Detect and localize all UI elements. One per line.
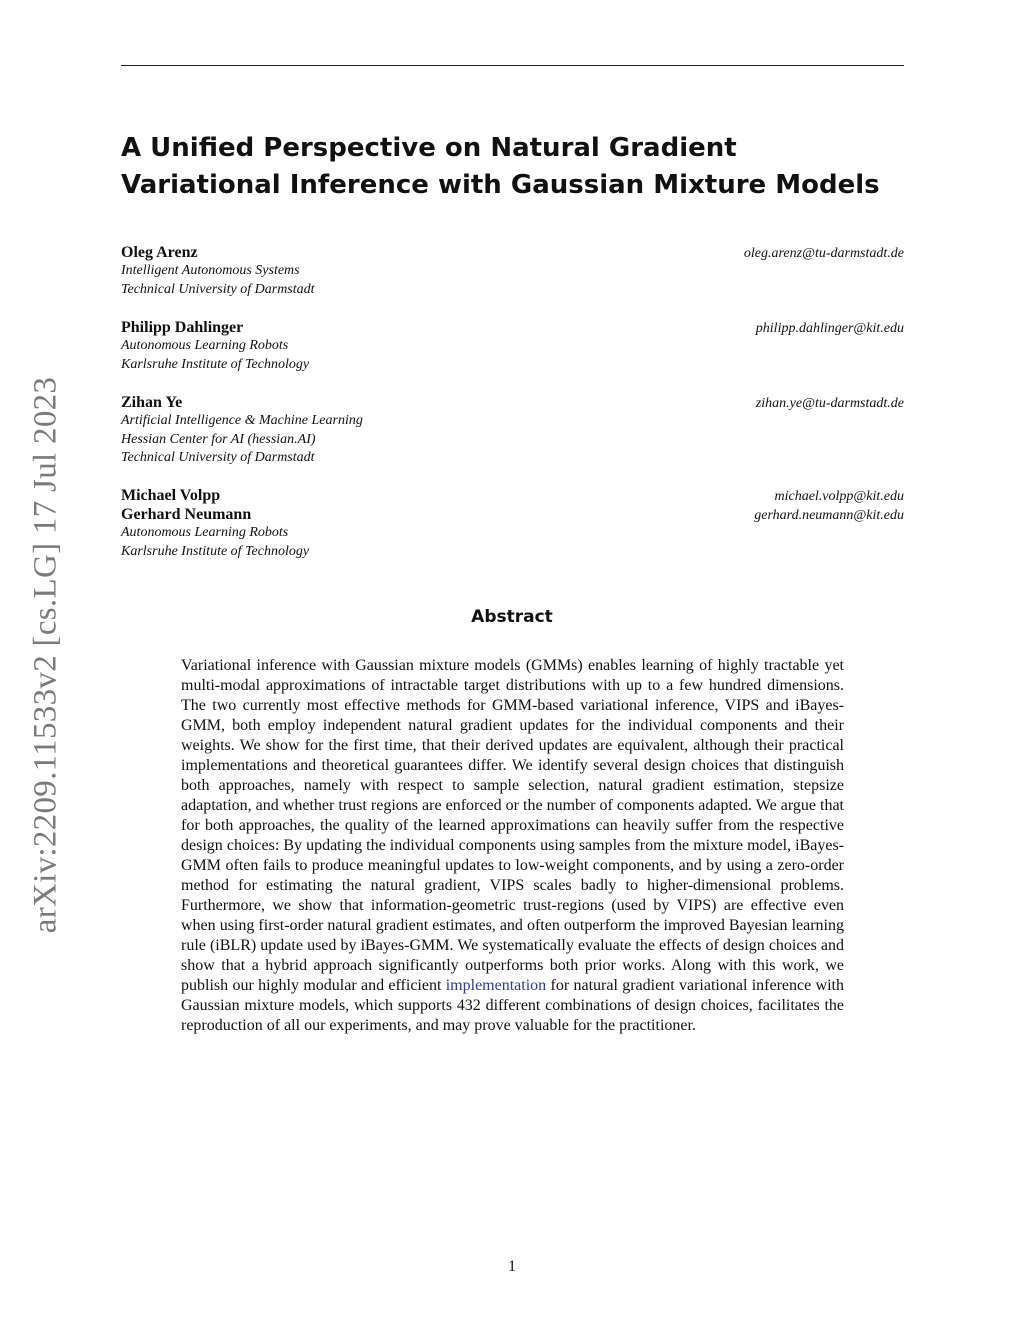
- author-group: [121, 243, 904, 299]
- author-email[interactable]: zihan.ye@tu-darmstadt.de: [755, 396, 904, 411]
- author-row: [121, 318, 904, 337]
- author-name: Oleg Arenz: [121, 244, 198, 261]
- affiliation-line: Autonomous Learning Robots: [121, 338, 289, 353]
- abstract-text: for natural gradient variational inference with Gaussian mixture models, which supports 432 different combinations of design choices, facilitates the reproduction of all our experiments, and may prove valuable for the practitioner.: [181, 977, 844, 1034]
- affiliation-line: Karlsruhe Institute of Technology: [121, 543, 310, 559]
- affiliation-line: Technical University of Darmstadt: [121, 450, 315, 465]
- author-email[interactable]: philipp.dahlinger@kit.edu: [755, 321, 904, 336]
- author-group: [121, 393, 904, 468]
- implementation-link[interactable]: implementation: [445, 977, 547, 994]
- author-email[interactable]: oleg.arenz@tu-darmstadt.de: [743, 246, 904, 261]
- arxiv-identifier-text: arXiv:2209.11533v2 [cs.LG] 17 Jul 2023: [27, 376, 64, 934]
- title-line: A Unified Perspective on Natural Gradient: [121, 133, 737, 163]
- author-row: [121, 393, 904, 412]
- author-row: [121, 486, 904, 505]
- author-email[interactable]: michael.volpp@kit.edu: [774, 489, 904, 504]
- abstract-body: [181, 656, 844, 1036]
- author-row: [121, 505, 904, 524]
- affiliation-line: Artificial Intelligence & Machine Learning: [121, 413, 363, 428]
- top-rule: [121, 65, 904, 66]
- abstract-text: Variational inference with Gaussian mixture models (GMMs) enables learning of highly tractable yet multi-modal approximations of intractable target distributions with up to a few hundred dimensions. The two currently most effective methods for GMM-based variational inference, VIPS and iBayes-GMM, both employ independent natural gradient updates for the individual components and their weights. We show for the first time, that their derived updates are equivalent, although their practical implementations and theoretical guarantees differ. We identify several design choices that distinguish both approaches, namely with respect to sample selection, natural gradient estimation, stepsize adaptation, and whether trust regions are enforced or the number of components adapted. We argue that for both approaches, the quality of the learned approximations can heavily suffer from the respective design choices: By updating the individual components using samples from the mixture model, iBayes-GMM often fails to produce meaningful updates to low-weight components, and by using a zero-order method for estimating the natural gradient, VIPS scales badly to higher-dimensional problems. Furthermore, we show that information-geometric trust-regions (used by VIPS) are effective even when using first-order natural gradient estimates, and often outperform the improved Bayesian learning rule (iBLR) update used by iBayes-GMM. We systematically evaluate the effects of design choices and show that a hybrid approach significantly outperforms both prior works. Along with this work, we publish our highly modular and efficient: [181, 657, 844, 994]
- affiliation-line: Intelligent Autonomous Systems: [121, 263, 300, 278]
- author-name: Zihan Ye: [121, 394, 183, 411]
- author-group: [121, 486, 904, 561]
- affiliation-line: Hessian Center for AI (hessian.AI): [121, 431, 316, 447]
- author-email[interactable]: gerhard.neumann@kit.edu: [754, 508, 904, 523]
- affiliation-line: Autonomous Learning Robots: [121, 525, 289, 540]
- paper-title: [121, 130, 901, 204]
- affiliation-line: Karlsruhe Institute of Technology: [121, 356, 310, 372]
- author-name: Philipp Dahlinger: [121, 319, 244, 336]
- author-row: [121, 243, 904, 262]
- author-name: Gerhard Neumann: [121, 506, 252, 523]
- author-group: [121, 318, 904, 374]
- affiliation-line: Technical University of Darmstadt: [121, 281, 315, 297]
- page-number: 1: [508, 1258, 516, 1275]
- title-line: Variational Inference with Gaussian Mixture Models: [121, 170, 880, 200]
- author-name: Michael Volpp: [121, 487, 221, 504]
- abstract-heading: Abstract: [471, 607, 553, 627]
